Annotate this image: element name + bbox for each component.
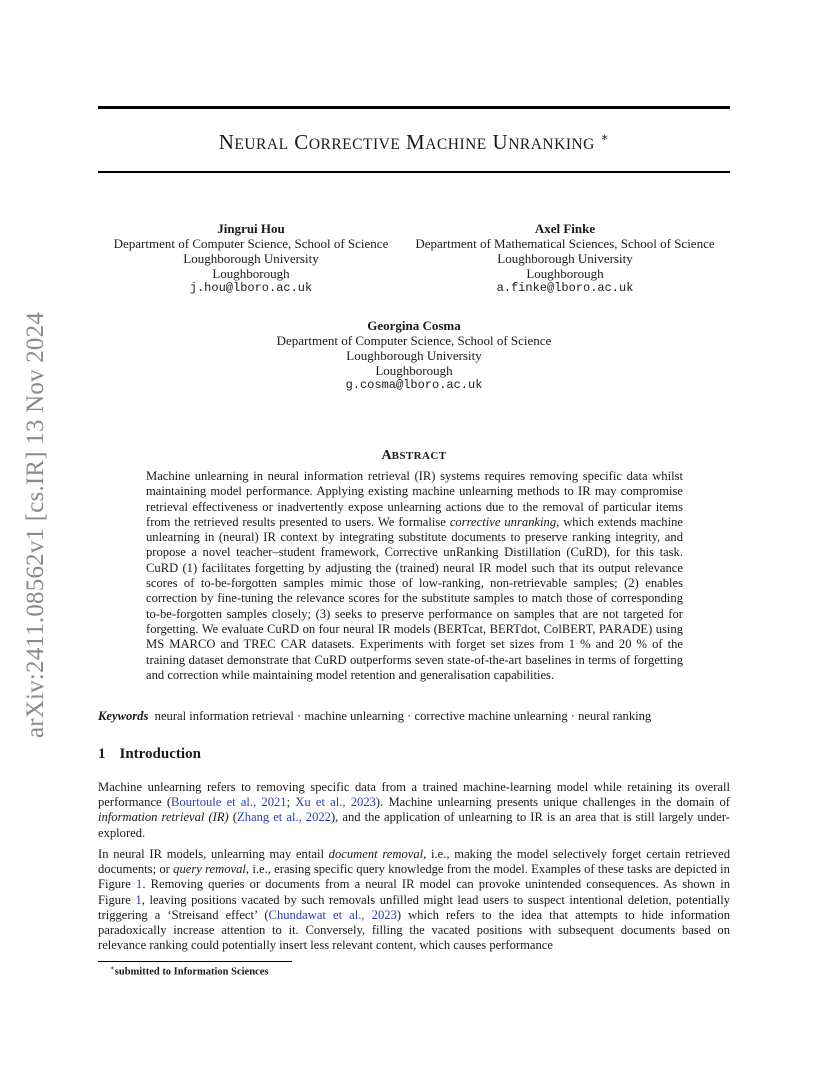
author-name: Axel Finke xyxy=(534,221,596,236)
author-block-1 xyxy=(98,221,404,296)
author-dept: Department of Mathematical Sciences, School of Science xyxy=(415,236,715,251)
author-block-2 xyxy=(400,221,730,296)
section-number: 1 xyxy=(98,746,106,762)
abstract-emphasis: corrective unranking, xyxy=(449,514,560,529)
citation-link[interactable]: Bourtoule et al., 2021 xyxy=(171,795,287,810)
title-word-3: MACHINE xyxy=(406,130,487,154)
author-university: Loughborough University xyxy=(183,251,319,266)
author-email[interactable]: j.hou@lboro.ac.uk xyxy=(189,281,313,295)
section-title: Introduction xyxy=(119,746,201,762)
citation-link[interactable]: Chundawat et al., 2023 xyxy=(268,907,397,922)
author-university: Loughborough University xyxy=(497,251,633,266)
keywords xyxy=(98,709,730,724)
abstract-text: Machine unlearning in neural information retrieval (IR) systems requires removing specific data whilst maintaining model performance. Applying existing machine unlearning methods to IR may compromise retrieval effectiveness or inadvertently expose unlearning actions due to the removal of particular items from the retrieved results presented to users. We formalise corrective unranking, which extends machine unlearning in (neural) IR context by integrating substitute documents to preserve ranking integrity, and propose a novel teacher–student framework, Corrective unRanking Distillation (CuRD), for this task. CuRD (1) facilitates forgetting by adjusting the (trained) neural IR model such that its output relevance scores of to-be-forgotten samples mimic those of low-ranking, non-retrievable samples; (2) enables correction by fine-tuning the relevance scores for the substitute samples to match those of corresponding to-be-forgotten samples closely; (3) seeks to preserve performance on samples that are not targeted for forgetting. We evaluate CuRD on four neural IR models (BERTcat, BERTdot, ColBERT, PARADE) using MS MARCO and TREC CAR datasets. Experiments with forget set sizes from 1 % and 20 % of the training dataset demonstrate that CuRD outperforms seven state-of-the-art baselines in terms of forgetting and correction while maintaining model retention and generalisation capabilities. xyxy=(146,469,683,682)
citation-link[interactable]: Zhang et al., 2022 xyxy=(237,810,331,825)
title-bottom-rule xyxy=(98,171,730,173)
author-dept: Department of Computer Science, School of Science xyxy=(276,333,552,348)
author-email[interactable]: a.finke@lboro.ac.uk xyxy=(496,281,634,295)
intro-paragraph-1: Machine unlearning refers to removing specific data from a trained machine-learning model while retaining its overall performance (Bourtoule et al., 2021; Xu et al., 2023). Machine unlearning presents unique challenges in the domain of information retrieval (IR) (Zhang et al., 2022), and the application of unlearning to IR is an area that is still largely under-explored. xyxy=(98,780,731,840)
author-university: Loughborough University xyxy=(346,348,482,363)
author-city: Loughborough xyxy=(526,266,604,281)
author-email[interactable]: g.cosma@lboro.ac.uk xyxy=(345,378,483,392)
abstract-heading: ABSTRACT xyxy=(381,448,447,463)
author-block-3 xyxy=(248,318,580,393)
title-word-2: CORRECTIVE xyxy=(294,130,401,154)
footnote-rule xyxy=(98,961,292,962)
author-name: Georgina Cosma xyxy=(367,318,461,333)
footnote-mark: ∗ xyxy=(110,964,115,972)
title-word-4: UNRANKING xyxy=(492,130,595,154)
author-city: Loughborough xyxy=(375,363,453,378)
title-footnote-mark: ∗ xyxy=(600,130,610,144)
keywords-label: Keywords xyxy=(98,709,149,723)
intro-paragraph-2: In neural IR models, unlearning may entail document removal, i.e., making the model selectively forget certain retrieved documents; or query removal, i.e., erasing specific query knowledge from the model. Examples of these tasks are depicted in Figure 1. Removing queries or documents from a neural IR model can provoke unintended consequences. As shown in Figure 1, leaving positions vacated by such removals unfilled might lead users to suspect intentional deletion, potentially triggering a ‘Streisand effect’ (Chundawat et al., 2023) which refers to the idea that attempts to hide information paradoxically increase attention to it. Conversely, filling the vacated positions with subsequent documents based on relevance ranking could potentially insert less relevant content, which causes performance xyxy=(98,847,731,953)
citation-link[interactable]: Xu et al., 2023 xyxy=(295,795,376,810)
title-top-rule xyxy=(98,106,730,109)
footnote-text: submitted to Information Sciences xyxy=(114,966,269,978)
figure-link[interactable]: 1 xyxy=(136,877,143,892)
figure-link[interactable]: 1 xyxy=(135,892,142,907)
title-word-1: NEURAL xyxy=(218,130,289,154)
paper-title xyxy=(98,130,730,155)
footnote xyxy=(110,964,268,978)
keywords-list: neural information retrieval · machine unlearning · corrective machine unlearning · neural ranking xyxy=(154,709,652,723)
section-heading-introduction xyxy=(98,746,201,763)
author-name: Jingrui Hou xyxy=(217,221,285,236)
arxiv-stamp: arXiv:2411.08562v1 [cs.IR] 13 Nov 2024 xyxy=(22,311,49,739)
author-dept: Department of Computer Science, School of Science xyxy=(113,236,389,251)
author-city: Loughborough xyxy=(212,266,290,281)
